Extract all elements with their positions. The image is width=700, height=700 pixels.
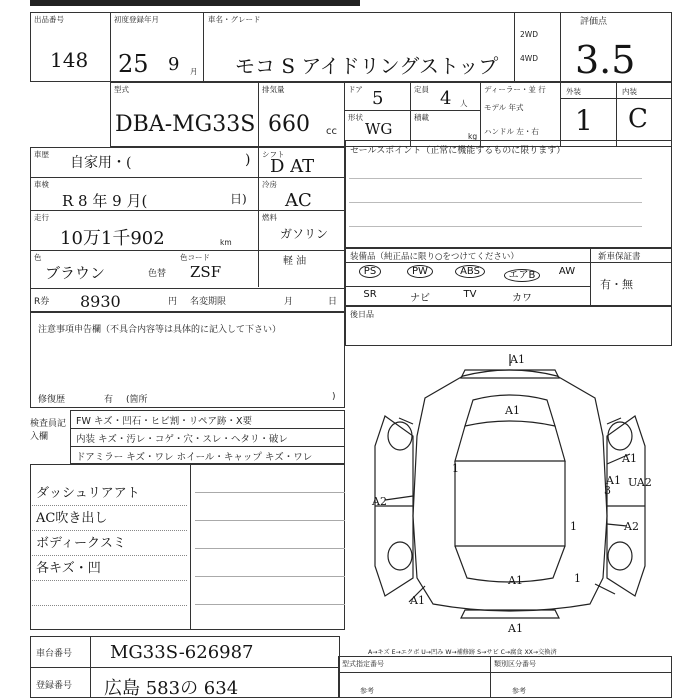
damage-mark-3: A1 (622, 452, 637, 465)
load-unit: kg (468, 132, 478, 141)
damage-mark-10: A1 (508, 622, 523, 635)
ac-label: 冷房 (262, 180, 277, 189)
remark-1: ダッシュリアアト (36, 486, 140, 501)
recycle-unit: 円 (168, 297, 178, 307)
use-value: 自家用・( (70, 155, 132, 171)
displacement-label: 排気量 (262, 85, 285, 94)
doors-value: 5 (372, 88, 384, 109)
capacity-value: 4 (440, 88, 452, 109)
shift-label: シフト (262, 150, 285, 159)
later-label: 後日品 (350, 310, 374, 319)
model-name: モコ S アイドリングストップ (235, 54, 499, 78)
chassis-value: MG33S-626987 (110, 642, 254, 663)
repair-close: ) (332, 392, 336, 402)
equipment-aw: AW (558, 266, 576, 277)
equipment-pw: PW (402, 266, 438, 277)
inspector-row-1: FW キズ・凹石・ヒビ割・リペア跡・X要 (76, 416, 253, 427)
repair-label: 修復歴 (38, 395, 66, 405)
sales-frame (345, 140, 672, 248)
dealer-label: ディーラー・並 行 (484, 85, 546, 94)
form-label: 型式指定番号 (342, 660, 384, 668)
warranty-value: 有・無 (600, 278, 633, 291)
name-label: 車名・グレード (208, 15, 261, 24)
title-period-label: 名変期限 (190, 297, 227, 307)
equipment-airbag: エアB (500, 266, 544, 281)
damage-mark-4: A1 (606, 474, 621, 487)
capacity-unit: 人 (460, 99, 468, 108)
lot-label: 出品番号 (34, 15, 64, 24)
title-period-day: 日 (328, 297, 338, 307)
handle-label: ハンドル 左・右 (484, 127, 539, 136)
inspection-value: R 8 年 9 月( (62, 192, 148, 210)
notes-label: 注意事項申告欄（不具合内容等は具体的に記入して下さい） (38, 325, 282, 335)
damage-mark-5: UA2 (628, 476, 652, 489)
inspection-label: 車検 (34, 180, 49, 189)
damage-mark-9: A1 (410, 594, 425, 607)
repair-value: 有 (104, 395, 114, 405)
reg-date-label: 初度登録年月 (114, 15, 159, 24)
sales-label: セールスポイント（正常に機能するものに限ります） (350, 146, 566, 156)
mileage-label: 走行 (34, 213, 49, 222)
fuel-label: 燃料 (262, 213, 277, 222)
damage-mark-11: 3 (604, 484, 611, 497)
inspection-close: 日) (230, 192, 247, 206)
damage-mark-8: A1 (508, 574, 523, 587)
ext-grade: 1 (575, 104, 593, 137)
repair-area: (箇所 (126, 395, 148, 405)
shift-value: D AT (270, 156, 315, 177)
capacity-label: 定員 (414, 85, 429, 94)
drive-4wd: 4WD (520, 54, 538, 63)
equipment-navi: ナビ (410, 293, 430, 304)
inspector-row-2: 内装 キズ・汚レ・コゲ・穴・スレ・ヘタリ・破レ (76, 434, 288, 445)
class-label: 類別区分番号 (494, 660, 536, 668)
displacement-value: 660 (268, 112, 310, 137)
ref-1: 参考 (360, 687, 374, 695)
type-value: DBA-MG33S (115, 112, 256, 137)
equipment-abs: ABS (448, 266, 492, 277)
mileage-unit: km (220, 238, 232, 247)
drive-2wd: 2WD (520, 30, 538, 39)
ext-label: 外装 (566, 87, 581, 96)
damage-legend: A→キズ E→エクボ U→凹み W→補修跡 S→サビ C→腐食 XX→交換済 (368, 649, 557, 656)
damage-mark-7: A2 (624, 520, 639, 533)
damage-mark-6: A2 (372, 495, 387, 508)
damage-mark-14: 1 (574, 572, 581, 585)
equipment-label: 装備品（純正品に限り○をつけてください） (350, 252, 519, 262)
lot-number: 148 (50, 48, 89, 72)
damage-mark-2: A1 (505, 404, 520, 417)
recycle-value: 8930 (80, 292, 121, 311)
shape-value: WG (365, 120, 393, 138)
damage-mark-12: 1 (452, 462, 459, 475)
reg-year: 25 (118, 50, 149, 78)
equipment-sr: SR (363, 289, 377, 300)
load-label: 積載 (414, 113, 429, 122)
int-label: 内装 (622, 87, 637, 96)
damage-mark-13: 1 (570, 520, 577, 533)
type-label: 型式 (114, 85, 129, 94)
later-frame (345, 306, 672, 346)
model-year-label: モデル 年式 (484, 103, 524, 112)
inspector-label: 検査員記入欄 (30, 419, 67, 442)
fuel-value: ガソリン (280, 227, 329, 241)
ref-2: 参考 (512, 687, 526, 695)
score-label: 評価点 (580, 17, 608, 27)
car-damage-diagram (345, 346, 672, 636)
equipment-leather: カワ (512, 293, 532, 304)
recycle-label: R券 (34, 297, 50, 307)
chassis-label: 車台番号 (36, 649, 73, 659)
damage-mark-1: A1 (510, 353, 525, 366)
warranty-label: 新車保証書 (598, 252, 641, 262)
title-period-month: 月 (284, 297, 294, 307)
retint-label: 色替 (148, 269, 167, 279)
fuel-alt: 軽 油 (283, 256, 307, 267)
color-label: 色 (34, 253, 42, 262)
plate-value: 広島 583の 634 (104, 678, 239, 699)
remark-3: ボディークスミ (36, 536, 126, 551)
use-label: 車歴 (34, 150, 49, 159)
reg-month-unit: 月 (190, 67, 198, 76)
color-value: ブラウン (45, 264, 106, 282)
equipment-ps: PS (355, 266, 385, 277)
ac-value: AC (285, 190, 312, 211)
use-close: ) (245, 152, 251, 168)
shape-label: 形状 (348, 113, 363, 122)
color-code-label: 色コード (180, 253, 210, 262)
score: 3.5 (575, 38, 636, 82)
header-strip (30, 0, 360, 6)
remark-4: 各キズ・凹 (36, 561, 101, 576)
plate-label: 登録番号 (36, 681, 73, 691)
mileage-value: 10万1千902 (60, 228, 165, 249)
int-grade: C (628, 104, 648, 134)
reg-month: 9 (168, 54, 180, 75)
inspector-row-3: ドアミラー キズ・ワレ ホイール・キャップ キズ・ワレ (76, 452, 313, 463)
doors-label: ドア (348, 85, 363, 94)
displacement-unit: cc (326, 126, 337, 137)
remark-2: AC吹き出し (36, 511, 108, 526)
equipment-tv: TV (463, 289, 477, 300)
color-code: ZSF (190, 263, 222, 281)
